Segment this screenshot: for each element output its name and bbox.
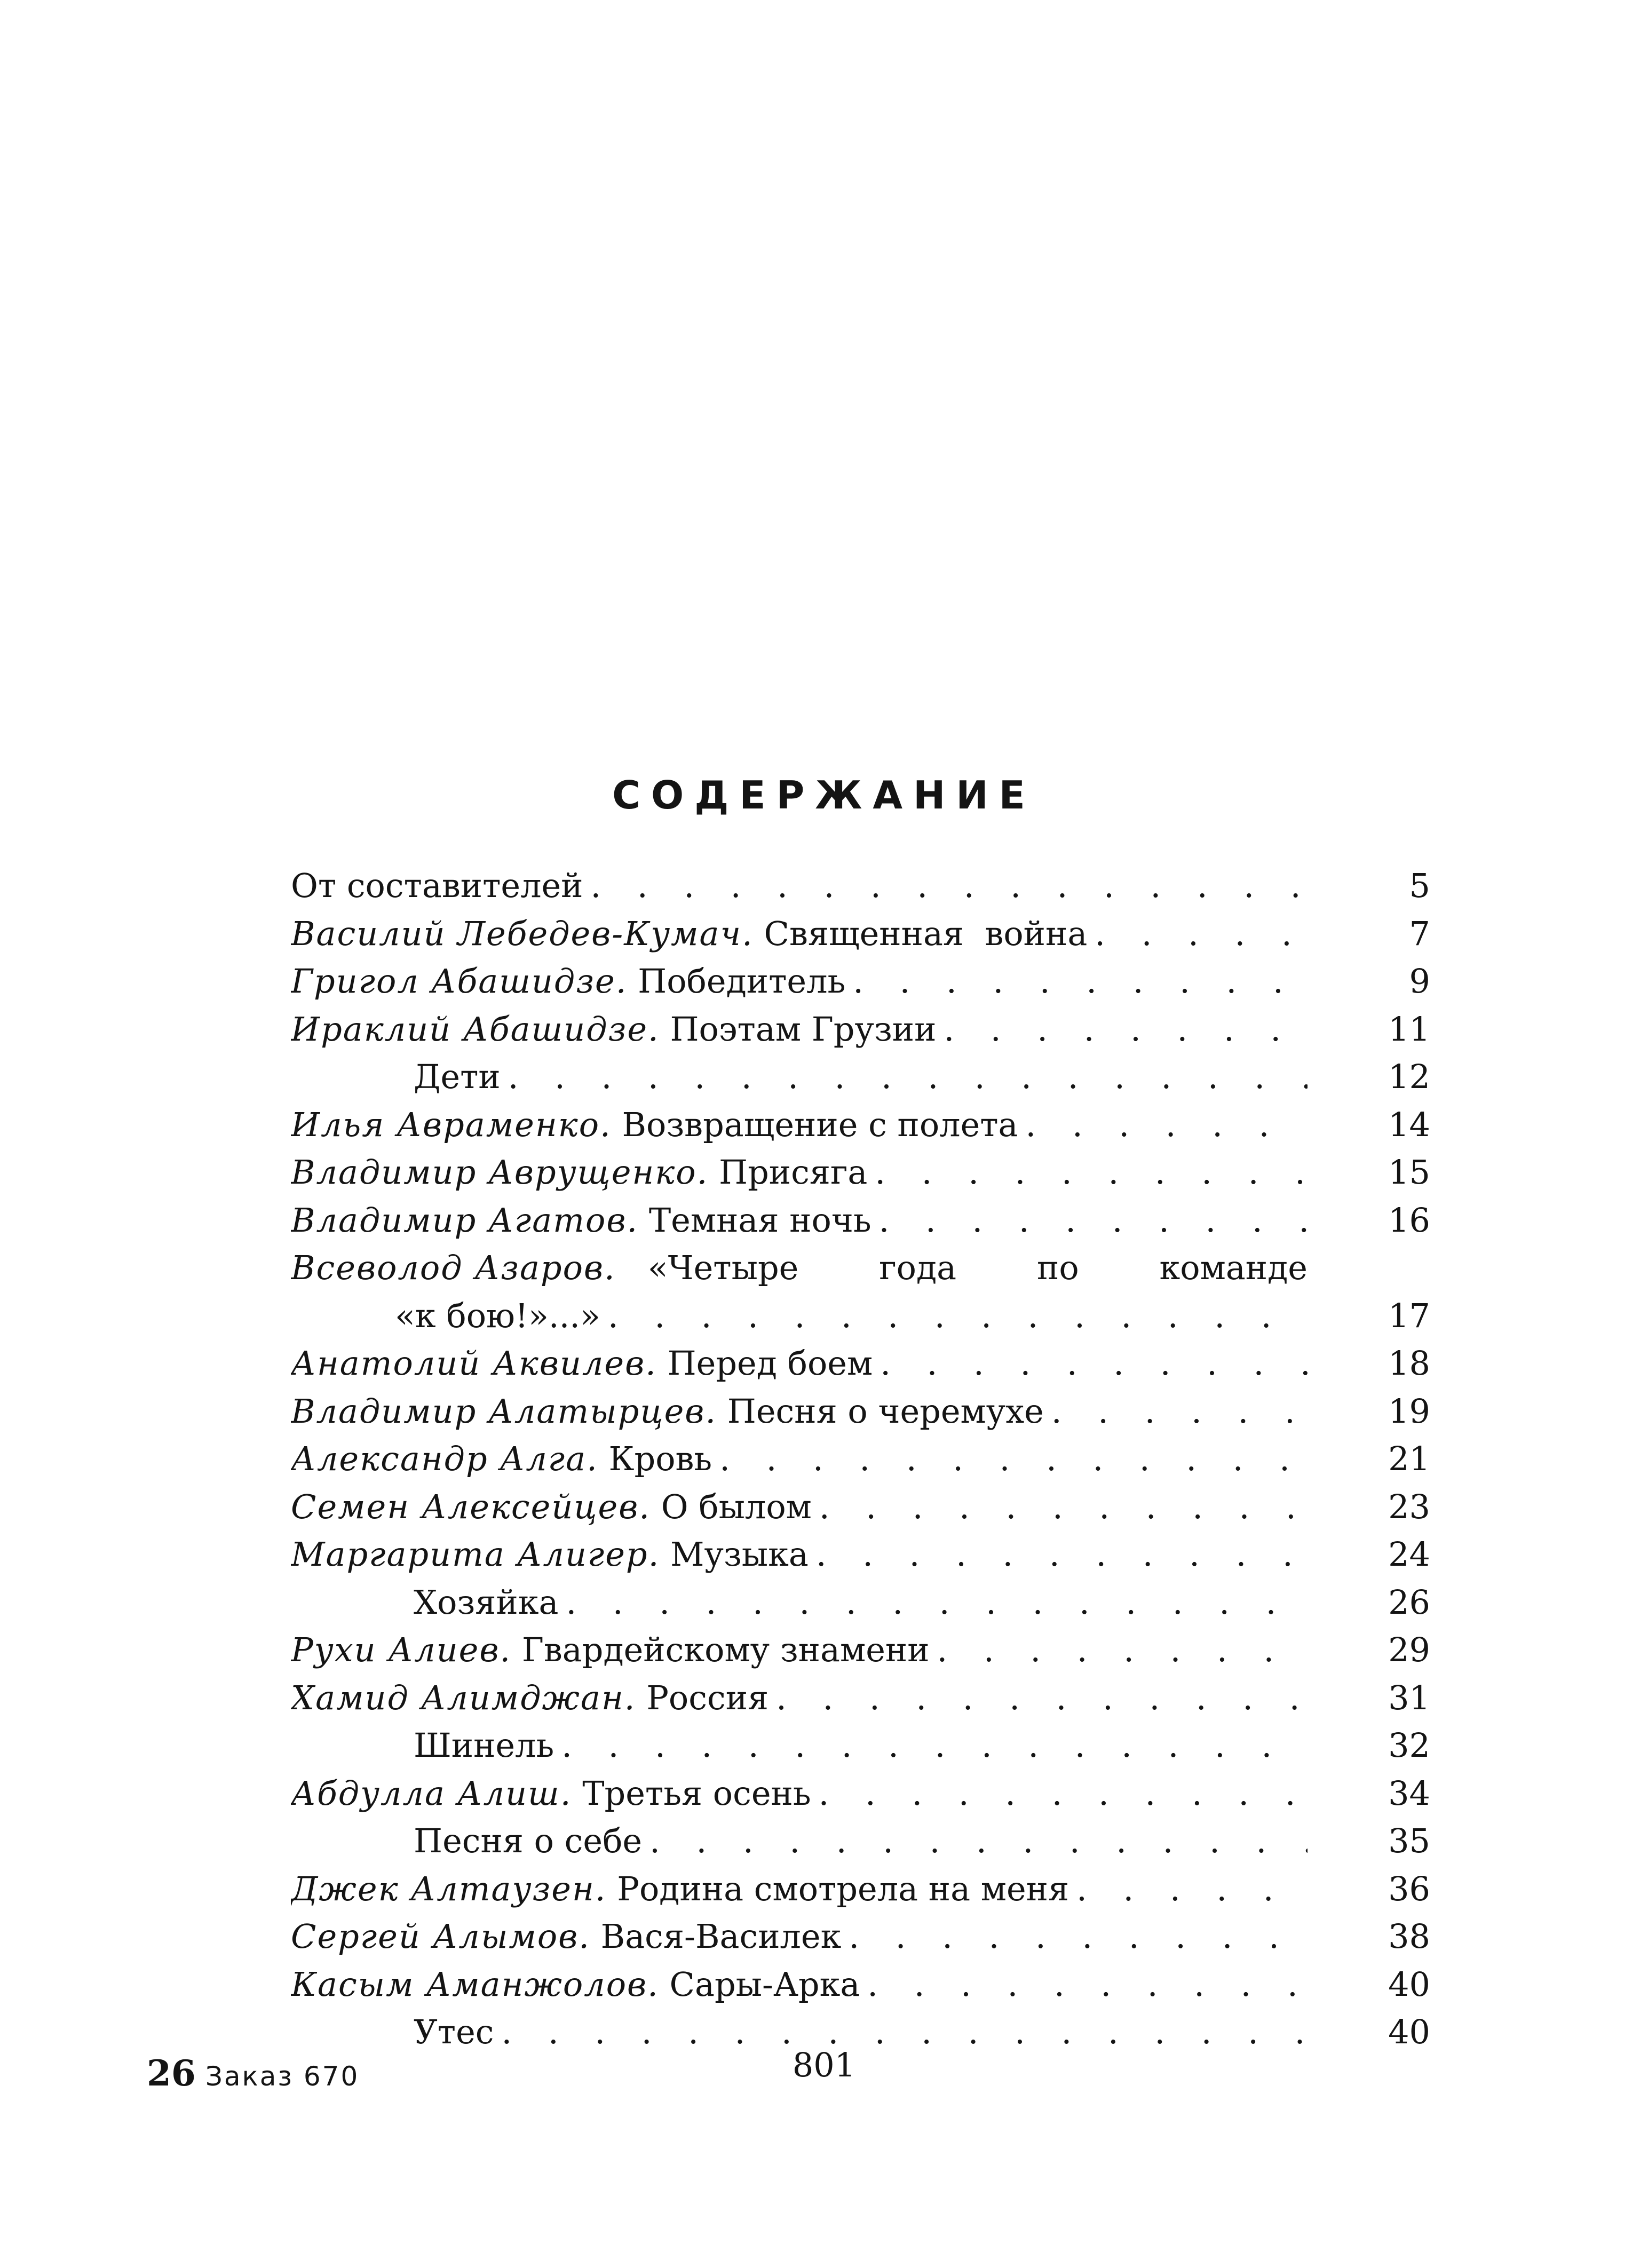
toc-entry-text: [414, 1053, 1308, 1101]
toc-entry-text: [291, 1435, 1308, 1483]
toc-title: «к бою!»...»: [395, 1296, 600, 1335]
toc-author: Рухи Алиев.: [291, 1630, 512, 1669]
toc-entry-text: [291, 1101, 1308, 1149]
toc-page-number: 38: [1388, 1917, 1430, 1956]
toc-entry: [291, 862, 1430, 910]
toc-title: Песня о черемухе: [717, 1391, 1044, 1431]
toc-entry: [291, 1722, 1430, 1770]
toc-page-number: 18: [1388, 1344, 1430, 1383]
dot-leader: [867, 1148, 1308, 1196]
dot-leader: [600, 1292, 1308, 1340]
toc-entry: [291, 1244, 1430, 1292]
toc-page-number: 14: [1388, 1105, 1430, 1144]
toc-entry-text: [395, 1292, 1308, 1340]
toc-author: Григол Абашидзе.: [291, 962, 628, 1001]
toc-author: Анатолий Аквилев.: [291, 1344, 657, 1383]
toc-entry-text: [291, 1387, 1308, 1436]
toc-page-number: 32: [1388, 1726, 1430, 1765]
toc-page-number: 5: [1409, 866, 1430, 905]
dot-leader: [1018, 1101, 1308, 1149]
toc-page-number: 31: [1388, 1678, 1430, 1717]
toc-title: Музыка: [660, 1535, 809, 1574]
dot-leader: [501, 1053, 1308, 1101]
toc-entry-text: [291, 1626, 1308, 1674]
dot-leader: [930, 1626, 1308, 1674]
toc-page-number: 21: [1388, 1439, 1430, 1478]
toc-entry: [291, 1770, 1430, 1818]
toc-entry: [291, 1387, 1430, 1436]
toc-entry-text: [291, 1196, 1308, 1244]
toc-entry-text: [291, 1339, 1308, 1387]
toc-title: О былом: [651, 1487, 812, 1526]
toc-author: Хамид Алимджан.: [291, 1678, 636, 1717]
toc-title: Кровь: [598, 1439, 712, 1478]
toc-page-number: 24: [1388, 1535, 1430, 1574]
toc-title: [616, 1244, 1308, 1292]
toc-author: Василий Лебедев-Кумач.: [291, 914, 754, 953]
toc-title: Поэтам Грузии: [659, 1009, 937, 1049]
toc-title: От составителей: [291, 866, 583, 905]
toc-title: Шинель: [414, 1726, 554, 1765]
toc-entry: [291, 1626, 1430, 1674]
toc-entry-text: [291, 910, 1308, 958]
toc-title-word: по: [1037, 1248, 1079, 1287]
toc-page-number: 15: [1388, 1153, 1430, 1192]
toc-title: Дети: [414, 1057, 501, 1096]
toc-page-number: 40: [1388, 1964, 1430, 2004]
toc-page-number: 9: [1409, 962, 1430, 1001]
toc-entry: [291, 910, 1430, 958]
toc-page-number: 36: [1388, 1869, 1430, 1908]
toc-entry-text: [291, 957, 1308, 1005]
dot-leader: [871, 1196, 1308, 1244]
toc-entry-text: [291, 1913, 1308, 1961]
toc-title: Присяга: [708, 1153, 868, 1192]
dot-leader: [712, 1435, 1308, 1483]
toc-author: Александр Алга.: [291, 1439, 598, 1478]
toc-entry-text: [414, 1722, 1308, 1770]
toc-page-number: 11: [1388, 1009, 1430, 1049]
toc-entry-text: [414, 1817, 1308, 1865]
dot-leader: [811, 1770, 1308, 1818]
toc-author: Маргарита Алигер.: [291, 1535, 660, 1574]
toc-page-number: 29: [1388, 1630, 1430, 1669]
toc-title: Священная война: [753, 914, 1088, 953]
toc-title-word: года: [879, 1248, 957, 1287]
toc-entry: [291, 1674, 1430, 1722]
toc-author: Семен Алексейцев.: [291, 1487, 651, 1526]
toc-page-number: 19: [1388, 1391, 1430, 1431]
toc-author: Джек Алтаузен.: [291, 1869, 607, 1908]
table-of-contents: [291, 862, 1430, 2056]
toc-entry-text: [291, 862, 1308, 910]
toc-author: Владимир Агатов.: [291, 1200, 639, 1240]
toc-title: Вася-Василек: [590, 1917, 842, 1956]
toc-entry: [291, 1101, 1430, 1149]
page-heading: СОДЕРЖАНИЕ: [612, 773, 1036, 818]
toc-author: Ираклий Абашидзе.: [291, 1009, 660, 1049]
toc-author: Владимир Алатырцев.: [291, 1391, 717, 1431]
toc-title: Перед боем: [656, 1344, 873, 1383]
toc-title: Родина смотрела на меня: [606, 1869, 1069, 1908]
toc-entry-text: [291, 1961, 1308, 2009]
toc-entry-text: [291, 1865, 1308, 1913]
toc-page-number: 34: [1388, 1773, 1430, 1813]
toc-entry-text: [291, 1483, 1308, 1531]
dot-leader: [1069, 1865, 1308, 1913]
toc-entry: [291, 957, 1430, 1005]
dot-leader: [768, 1674, 1308, 1722]
toc-author: Илья Авраменко.: [291, 1105, 612, 1144]
toc-entry: [291, 1579, 1430, 1627]
toc-title: Хозяйка: [414, 1582, 559, 1622]
toc-entry-text: [291, 1530, 1308, 1579]
dot-leader: [873, 1339, 1308, 1387]
toc-title: Песня о себе: [414, 1821, 643, 1860]
toc-title: Россия: [636, 1678, 769, 1717]
signature-number: 26: [147, 2052, 196, 2094]
toc-page-number: 26: [1388, 1582, 1430, 1622]
dot-leader: [841, 1913, 1308, 1961]
toc-title: Утес: [414, 2012, 494, 2051]
dot-leader: [860, 1961, 1308, 2009]
dot-leader: [583, 862, 1308, 910]
toc-page-number: 12: [1388, 1057, 1430, 1096]
toc-entry-text: [291, 1005, 1308, 1053]
dot-leader: [558, 1579, 1308, 1627]
toc-page-number: 16: [1388, 1200, 1430, 1240]
toc-author: Касым Аманжолов.: [291, 1964, 659, 2004]
dot-leader: [1044, 1387, 1308, 1436]
toc-entry: [291, 1435, 1430, 1483]
toc-page-number: 40: [1388, 2012, 1430, 2051]
dot-leader: [812, 1483, 1308, 1531]
toc-title-word: команде: [1159, 1248, 1308, 1287]
toc-title: Темная ночь: [638, 1200, 871, 1240]
toc-author: Сергей Алымов.: [291, 1917, 590, 1956]
dot-leader: [1087, 910, 1308, 958]
dot-leader: [809, 1530, 1308, 1579]
toc-entry: [291, 1196, 1430, 1244]
toc-entry: [291, 1483, 1430, 1531]
toc-entry: [291, 1865, 1430, 1913]
order-number: Заказ 670: [205, 2061, 360, 2092]
toc-entry: [291, 1148, 1430, 1196]
toc-entry-text: [291, 1148, 1308, 1196]
toc-entry-text: [414, 1579, 1308, 1627]
toc-title: Победитель: [627, 962, 846, 1001]
toc-entry: [291, 1053, 1430, 1101]
toc-entry-text: [291, 1244, 1308, 1292]
dot-leader: [642, 1817, 1308, 1865]
toc-entry: [291, 1339, 1430, 1387]
toc-entry-text: [291, 1770, 1308, 1818]
toc-page-number: 7: [1409, 914, 1430, 953]
toc-page-number: 23: [1388, 1487, 1430, 1526]
toc-author: Владимир Аврущенко.: [291, 1153, 709, 1192]
toc-title: Возвращение с полета: [611, 1105, 1018, 1144]
toc-entry: [291, 1530, 1430, 1579]
toc-title: Сары-Арка: [659, 1964, 860, 2004]
toc-entry: [291, 1961, 1430, 2009]
toc-entry: [291, 1913, 1430, 1961]
toc-page-number: 17: [1388, 1296, 1430, 1335]
dot-leader: [936, 1005, 1308, 1053]
dot-leader: [845, 957, 1308, 1005]
toc-entry: [291, 1005, 1430, 1053]
toc-title-word: «Четыре: [647, 1248, 799, 1287]
toc-entry-text: [291, 1674, 1308, 1722]
page-number: 801: [792, 2045, 856, 2084]
toc-entry: [291, 1292, 1430, 1340]
toc-page-number: 35: [1388, 1821, 1430, 1860]
toc-entry: [291, 1817, 1430, 1865]
toc-author: Всеволод Азаров.: [291, 1248, 616, 1287]
dot-leader: [554, 1722, 1308, 1770]
toc-author: Абдулла Алиш.: [291, 1773, 572, 1813]
toc-title: Гвардейскому знамени: [511, 1630, 930, 1669]
toc-title: Третья осень: [572, 1773, 811, 1813]
